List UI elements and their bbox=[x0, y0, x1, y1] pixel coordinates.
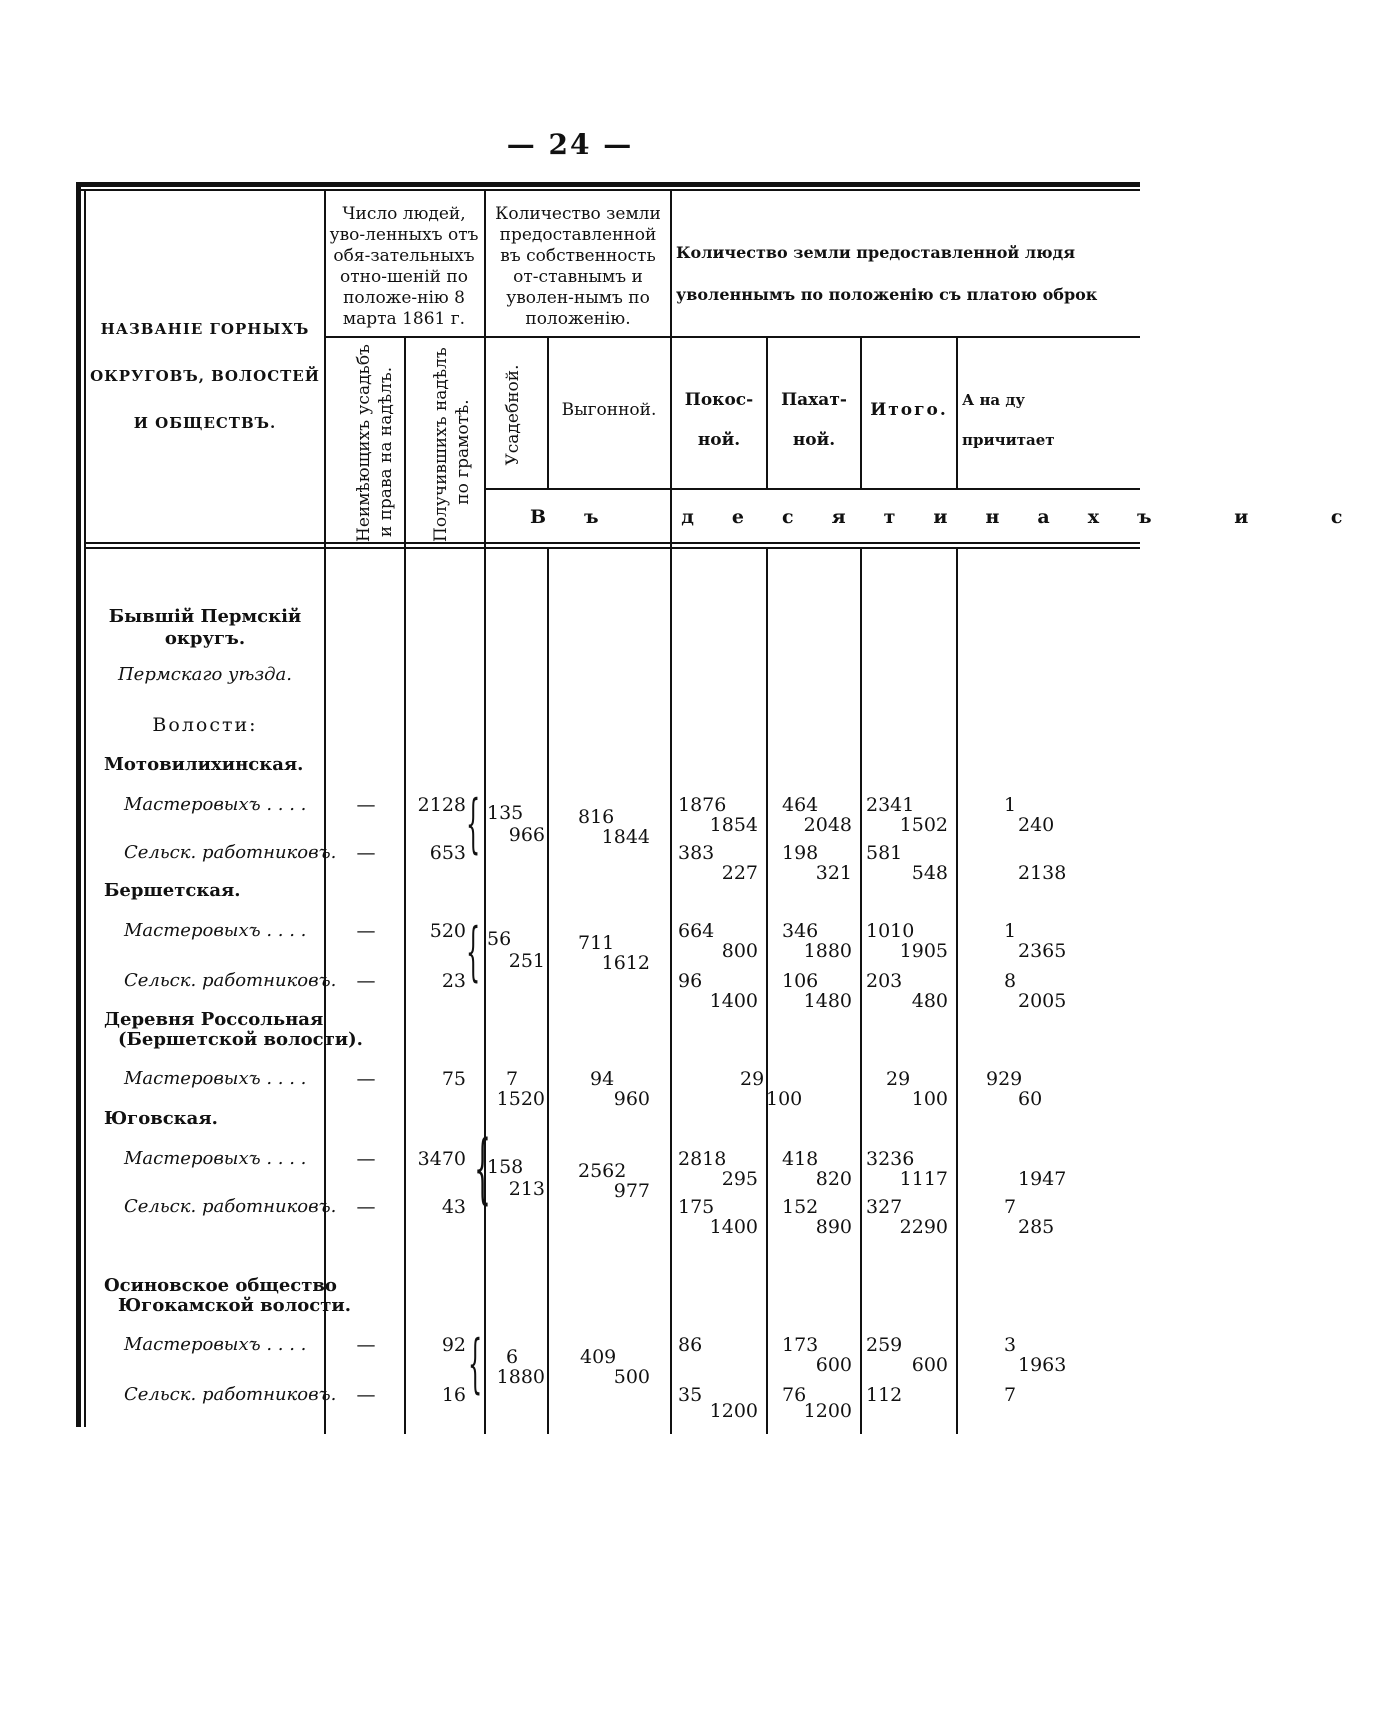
cell-osi_m-vy1: 409 bbox=[580, 1346, 617, 1368]
cell-mot_m-us1: 135 bbox=[487, 802, 524, 824]
cell-ber_m-pa2: 1880 bbox=[803, 940, 852, 962]
cell-ber_m-la2: 2365 bbox=[1018, 940, 1067, 962]
cell-mot_s-it2: 548 bbox=[911, 862, 948, 884]
cell-mot_s-pa2: 321 bbox=[815, 862, 852, 884]
header-land-obrok: Количество земли предоставленной людя уволеннымъ по положенію съ платою оброк bbox=[676, 243, 1098, 304]
cell-yug_m-b: 3470 bbox=[417, 1148, 466, 1170]
cell-yug_s-la2: 285 bbox=[1018, 1216, 1055, 1238]
brace: { bbox=[468, 1327, 483, 1401]
label-masterovykh: Мастеровыхъ . . . . bbox=[124, 920, 307, 941]
cell-ber_s-it1: 203 bbox=[866, 970, 903, 992]
cell-mot_m-b: 2128 bbox=[417, 794, 466, 816]
cell-ros_m-it2: 100 bbox=[911, 1088, 948, 1110]
cell-ber_m-us2: 251 bbox=[508, 950, 545, 972]
cell-yug_s-it2: 2290 bbox=[899, 1216, 948, 1238]
cell-yug_m-la2: 1947 bbox=[1018, 1168, 1067, 1190]
cell-mot_s-la2: 2138 bbox=[1018, 862, 1067, 884]
cell-ros_m-us2: 1520 bbox=[496, 1088, 545, 1110]
header-pakhatnoy: Пахат- ной. bbox=[781, 390, 847, 450]
volost-rossol: Деревня Россольная (Бершетской волости). bbox=[104, 1009, 363, 1050]
brace: { bbox=[474, 1123, 491, 1212]
cell-ber_m-la1: 1 bbox=[1004, 920, 1017, 942]
cell-osi_s-la1: 7 bbox=[1004, 1384, 1017, 1406]
cell-yug_m-pa1: 418 bbox=[782, 1148, 819, 1170]
cell-ber_m-vy1: 711 bbox=[578, 932, 615, 954]
cell-mot_s-po2: 227 bbox=[721, 862, 758, 884]
cell-ber_m-us1: 56 bbox=[487, 928, 512, 950]
section-okrug: Бывшій Пермскій округъ. bbox=[108, 606, 302, 649]
section-volosti: Волости: bbox=[152, 714, 258, 736]
header-people-col: Число людей, уво-ленныхъ отъ обя-зательныхъ отно-шеній по положе-нію 8 марта 1861 г. bbox=[329, 204, 479, 329]
cell-osi_m-la2: 1963 bbox=[1018, 1354, 1067, 1376]
label-selsk: Сельск. работниковъ. bbox=[124, 970, 337, 991]
cell-osi_m-pa2: 600 bbox=[815, 1354, 852, 1376]
label-selsk: Сельск. работниковъ. bbox=[124, 1384, 337, 1405]
cell-mot_s-b: 653 bbox=[429, 842, 466, 864]
cell-osi_s-it1: 112 bbox=[866, 1384, 903, 1406]
cell-mot_m-it2: 1502 bbox=[899, 814, 948, 836]
cell-osi_m-vy2: 500 bbox=[613, 1366, 650, 1388]
cell-mot_m-pa1: 464 bbox=[782, 794, 819, 816]
header-pokosnoy: Покос- ной. bbox=[684, 390, 754, 450]
cell-ber_s-pa1: 106 bbox=[782, 970, 819, 992]
cell-ber_m-b: 520 bbox=[429, 920, 466, 942]
cell-osi_s-po2: 1200 bbox=[709, 1400, 758, 1422]
cell-yug_s-pa2: 890 bbox=[815, 1216, 852, 1238]
cell-ber_m-po2: 800 bbox=[721, 940, 758, 962]
cell-ber_m-po1: 664 bbox=[678, 920, 715, 942]
cell-mot_s-a: — bbox=[356, 842, 376, 864]
cell-ber_m-it2: 1905 bbox=[899, 940, 948, 962]
page-number: — 24 — bbox=[506, 128, 634, 161]
cell-yug_m-vy2: 977 bbox=[613, 1180, 650, 1202]
cell-yug_m-vy1: 2562 bbox=[578, 1160, 627, 1182]
cell-mot_m-it1: 2341 bbox=[866, 794, 915, 816]
label-masterovykh: Мастеровыхъ . . . . bbox=[124, 1068, 307, 1089]
cell-yug_m-po2: 295 bbox=[721, 1168, 758, 1190]
cell-mot_m-vy2: 1844 bbox=[601, 826, 650, 848]
brace: { bbox=[466, 915, 481, 989]
header-vygonnoy: Выгонной. bbox=[561, 400, 657, 420]
cell-ros_m-b: 75 bbox=[441, 1068, 466, 1090]
cell-osi_m-it2: 600 bbox=[911, 1354, 948, 1376]
cell-ros_m-la2: 60 bbox=[1018, 1088, 1043, 1110]
cell-mot_m-po1: 1876 bbox=[678, 794, 727, 816]
volost-bersh: Бершетская. bbox=[104, 880, 241, 901]
cell-osi_m-us2: 1880 bbox=[496, 1366, 545, 1388]
cell-yug_s-po1: 175 bbox=[678, 1196, 715, 1218]
cell-osi_m-la1: 3 bbox=[1004, 1334, 1017, 1356]
cell-ros_m-us1: 7 bbox=[506, 1068, 519, 1090]
cell-ber_s-po2: 1400 bbox=[709, 990, 758, 1012]
cell-osi_m-us1: 6 bbox=[506, 1346, 519, 1368]
cell-yug_m-us2: 213 bbox=[508, 1178, 545, 1200]
cell-mot_s-it1: 581 bbox=[866, 842, 903, 864]
cell-ber_s-b: 23 bbox=[441, 970, 466, 992]
cell-mot_m-us2: 966 bbox=[508, 824, 545, 846]
cell-ros_m-a: — bbox=[356, 1068, 376, 1090]
units-row: Въ десятинахъ и с bbox=[530, 506, 1380, 528]
cell-ber_m-vy2: 1612 bbox=[601, 952, 650, 974]
cell-osi_s-pa1: 76 bbox=[782, 1384, 807, 1406]
label-selsk: Сельск. работниковъ. bbox=[124, 842, 337, 863]
cell-yug_m-a: — bbox=[356, 1148, 376, 1170]
cell-yug_s-la1: 7 bbox=[1004, 1196, 1017, 1218]
cell-ber_s-la2: 2005 bbox=[1018, 990, 1067, 1012]
cell-mot_m-a: — bbox=[356, 794, 376, 816]
cell-ber_s-po1: 96 bbox=[678, 970, 703, 992]
cell-yug_m-pa2: 820 bbox=[815, 1168, 852, 1190]
cell-ber_s-la1: 8 bbox=[1004, 970, 1017, 992]
cell-ros_m-vy1: 94 bbox=[590, 1068, 615, 1090]
cell-osi_s-pa2: 1200 bbox=[803, 1400, 852, 1422]
header-last-col: А на ду причитает bbox=[962, 391, 1055, 449]
cell-yug_s-a: — bbox=[356, 1196, 376, 1218]
volost-motovil: Мотовилихинская. bbox=[104, 754, 304, 775]
cell-yug_m-it1: 3236 bbox=[866, 1148, 915, 1170]
cell-mot_m-po2: 1854 bbox=[709, 814, 758, 836]
brace: { bbox=[466, 787, 481, 861]
cell-ros_m-po1: 29 bbox=[740, 1068, 765, 1090]
volost-yugov: Юговская. bbox=[104, 1108, 218, 1129]
cell-ros_m-la1: 929 bbox=[986, 1068, 1023, 1090]
cell-yug_s-it1: 327 bbox=[866, 1196, 903, 1218]
cell-yug_s-b: 43 bbox=[441, 1196, 466, 1218]
cell-mot_m-la2: 240 bbox=[1018, 814, 1055, 836]
cell-ros_m-it1: 29 bbox=[886, 1068, 911, 1090]
cell-ber_s-pa2: 1480 bbox=[803, 990, 852, 1012]
cell-yug_m-it2: 1117 bbox=[899, 1168, 948, 1190]
header-usadebnoy: Усадебной. bbox=[503, 364, 523, 466]
cell-osi_m-pa1: 173 bbox=[782, 1334, 819, 1356]
cell-ber_s-it2: 480 bbox=[911, 990, 948, 1012]
cell-ber_m-pa1: 346 bbox=[782, 920, 819, 942]
cell-ros_m-po2: 100 bbox=[766, 1088, 803, 1110]
cell-yug_s-pa1: 152 bbox=[782, 1196, 819, 1218]
cell-ber_m-a: — bbox=[356, 920, 376, 942]
label-masterovykh: Мастеровыхъ . . . . bbox=[124, 1334, 307, 1355]
cell-yug_m-us1: 158 bbox=[487, 1156, 524, 1178]
label-selsk: Сельск. работниковъ. bbox=[124, 1196, 337, 1217]
cell-osi_s-po1: 35 bbox=[678, 1384, 703, 1406]
cell-mot_m-la1: 1 bbox=[1004, 794, 1017, 816]
cell-ros_m-vy2: 960 bbox=[613, 1088, 650, 1110]
cell-ber_s-a: — bbox=[356, 970, 376, 992]
cell-mot_m-pa2: 2048 bbox=[803, 814, 852, 836]
label-masterovykh: Мастеровыхъ . . . . bbox=[124, 794, 307, 815]
cell-osi_m-po1: 86 bbox=[678, 1334, 703, 1356]
cell-ber_m-it1: 1010 bbox=[866, 920, 915, 942]
cell-osi_m-b: 92 bbox=[441, 1334, 466, 1356]
header-itogo: Итого. bbox=[870, 400, 948, 420]
cell-yug_m-po1: 2818 bbox=[678, 1148, 727, 1170]
cell-mot_s-pa1: 198 bbox=[782, 842, 819, 864]
cell-osi_m-it1: 259 bbox=[866, 1334, 903, 1356]
header-land-own: Количество земли предоставленной въ собственность от-ставнымъ и уволен-нымъ по положенію. bbox=[495, 204, 661, 329]
cell-yug_s-po2: 1400 bbox=[709, 1216, 758, 1238]
section-uezd: Пермскаго уѣзда. bbox=[117, 664, 292, 685]
cell-osi_s-b: 16 bbox=[441, 1384, 466, 1406]
header-name-col: НАЗВАНІЕ ГОРНЫХЪ ОКРУГОВЪ, ВОЛОСТЕЙ И ОБЩЕСТВЪ. bbox=[90, 320, 320, 432]
cell-osi_m-a: — bbox=[356, 1334, 376, 1356]
volost-osin: Осиновское общество Югокамской волости. bbox=[104, 1275, 352, 1316]
header-people-with-land: Получившихъ надѣлъ по грамотѣ. bbox=[431, 347, 473, 542]
cell-osi_s-a: — bbox=[356, 1384, 376, 1406]
label-masterovykh: Мастеровыхъ . . . . bbox=[124, 1148, 307, 1169]
cell-mot_m-vy1: 816 bbox=[578, 806, 615, 828]
cell-mot_s-po1: 383 bbox=[678, 842, 715, 864]
header-people-no-land: Неимѣющихъ усадьбъ и права на надѣлъ. bbox=[354, 344, 396, 542]
